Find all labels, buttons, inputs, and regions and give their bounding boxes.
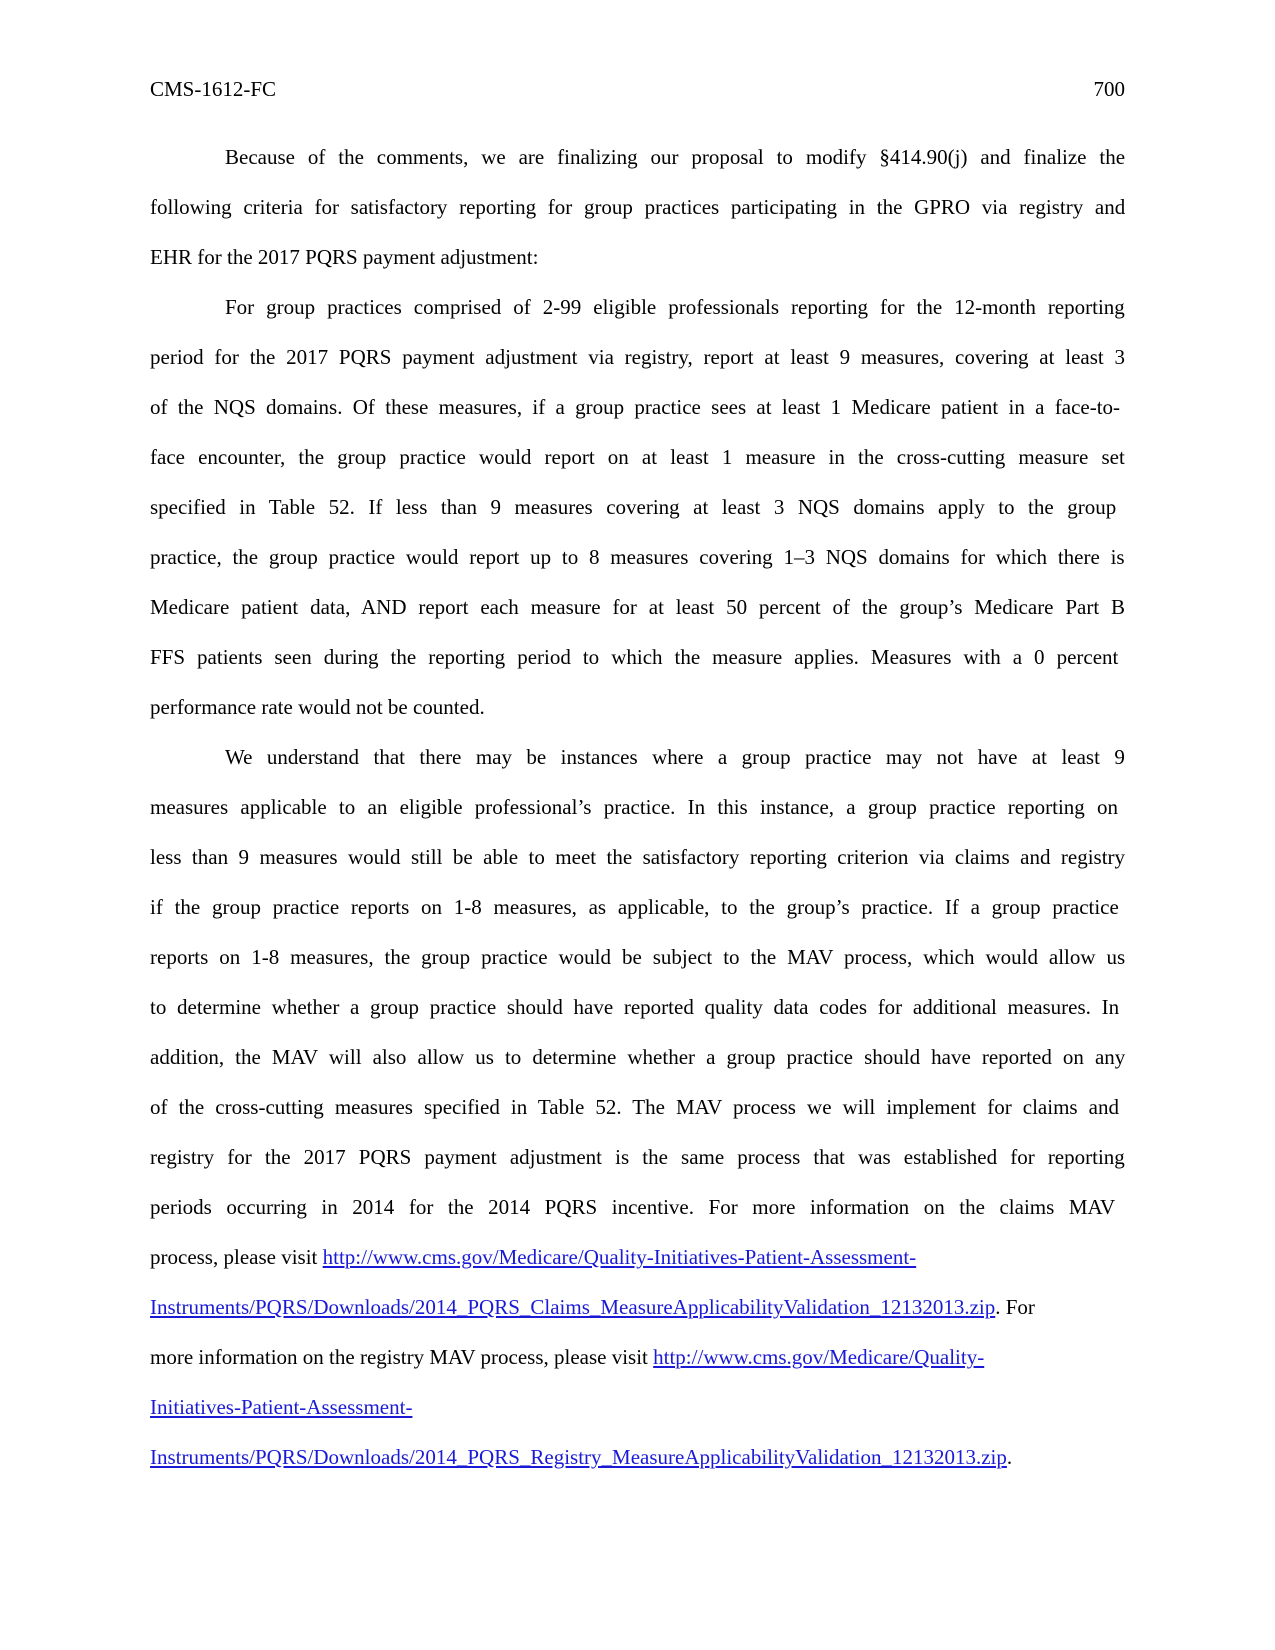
text-line <box>150 1393 412 1421</box>
line-text: specified in Table 52. If less than 9 measures covering at least 3 NQS domains apply to the group <box>150 495 1117 519</box>
text-line <box>150 843 1125 871</box>
text-line <box>150 993 1119 1021</box>
line-text: to determine whether a group practice should have reported quality data codes for additional measures. In <box>150 995 1120 1019</box>
document-id: CMS-1612-FC <box>150 77 277 101</box>
text-line <box>150 1143 1125 1171</box>
page-number: 700 <box>1093 77 1125 101</box>
text-line <box>150 493 1116 521</box>
text-line <box>150 643 1118 671</box>
text-line <box>225 293 1125 321</box>
line-text: addition, the MAV will also allow us to determine whether a group practice should have reported on any <box>150 1045 1126 1069</box>
line-text: registry for the 2017 PQRS payment adjustment is the same process that was established for reporting <box>150 1145 1125 1169</box>
text-line <box>150 693 485 721</box>
text-line <box>150 343 1125 371</box>
line-text: EHR for the 2017 PQRS payment adjustment: <box>150 245 539 269</box>
hyperlink[interactable]: http://www.cms.gov/Medicare/Quality-Initiatives-Patient-Assessment- <box>322 1245 917 1269</box>
line-text: Medicare patient data, AND report each measure for at least 50 percent of the group’s Medicare Part B <box>150 595 1126 619</box>
hyperlink[interactable]: http://www.cms.gov/Medicare/Quality- <box>653 1345 985 1369</box>
line-text: FFS patients seen during the reporting period to which the measure applies. Measures with a 0 percent <box>150 645 1119 669</box>
line-text: reports on 1-8 measures, the group practice would be subject to the MAV process, which would allow us <box>150 945 1126 969</box>
text-line <box>150 243 538 271</box>
line-text: Because of the comments, we are finalizing our proposal to modify §414.90(j) and finalize the <box>225 145 1126 169</box>
text-line <box>150 1193 1115 1221</box>
line-text: practice, the group practice would report up to 8 measures covering 1–3 NQS domains for which there is <box>150 545 1125 569</box>
text-line <box>150 893 1119 921</box>
text-line <box>225 743 1125 771</box>
text-line <box>150 1093 1119 1121</box>
line-text: of the NQS domains. Of these measures, if a group practice sees at least 1 Medicare patient in a face-to- <box>150 395 1121 419</box>
line-text: more information on the registry MAV process, please visit <box>150 1345 654 1369</box>
text-line <box>150 393 1120 421</box>
line-text: . For <box>995 1295 1035 1319</box>
hyperlink[interactable]: Instruments/PQRS/Downloads/2014_PQRS_Claims_MeasureApplicabilityValidation_12132013.zip <box>150 1295 996 1319</box>
hyperlink[interactable]: Initiatives-Patient-Assessment- <box>150 1395 413 1419</box>
line-text: performance rate would not be counted. <box>150 695 485 719</box>
text-line <box>150 1343 984 1371</box>
text-line <box>150 1443 1012 1471</box>
text-line <box>150 593 1125 621</box>
text-line <box>150 193 1125 221</box>
line-text: following criteria for satisfactory reporting for group practices participating in the GPRO via registry and <box>150 195 1126 219</box>
hyperlink[interactable]: Instruments/PQRS/Downloads/2014_PQRS_Registry_MeasureApplicabilityValidation_12132013.zip <box>150 1445 1007 1469</box>
line-text: if the group practice reports on 1-8 measures, as applicable, to the group’s practice. If a group practice <box>150 895 1119 919</box>
line-text: less than 9 measures would still be able to meet the satisfactory reporting criterion via claims and registry <box>150 845 1126 869</box>
text-line <box>150 943 1125 971</box>
line-text: periods occurring in 2014 for the 2014 PQRS incentive. For more information on the claims MAV <box>150 1195 1116 1219</box>
line-text: We understand that there may be instances where a group practice may not have at least 9 <box>225 745 1125 769</box>
text-line <box>150 543 1125 571</box>
text-line <box>150 793 1118 821</box>
line-text: . <box>1006 1445 1013 1469</box>
text-line <box>225 143 1125 171</box>
text-line <box>150 1043 1125 1071</box>
line-text: measures applicable to an eligible professional’s practice. In this instance, a group practice reporting on <box>150 795 1119 819</box>
text-line <box>150 1293 1035 1321</box>
text-line <box>150 1243 916 1271</box>
text-line <box>150 443 1125 471</box>
line-text: process, please visit <box>150 1245 323 1269</box>
line-text: face encounter, the group practice would report on at least 1 measure in the cross-cutting measure set <box>150 445 1125 469</box>
line-text: period for the 2017 PQRS payment adjustment via registry, report at least 9 measures, covering at least 3 <box>150 345 1126 369</box>
line-text: of the cross-cutting measures specified in Table 52. The MAV process we will implement for claims and <box>150 1095 1119 1119</box>
line-text: For group practices comprised of 2-99 eligible professionals reporting for the 12-month reporting <box>225 295 1125 319</box>
